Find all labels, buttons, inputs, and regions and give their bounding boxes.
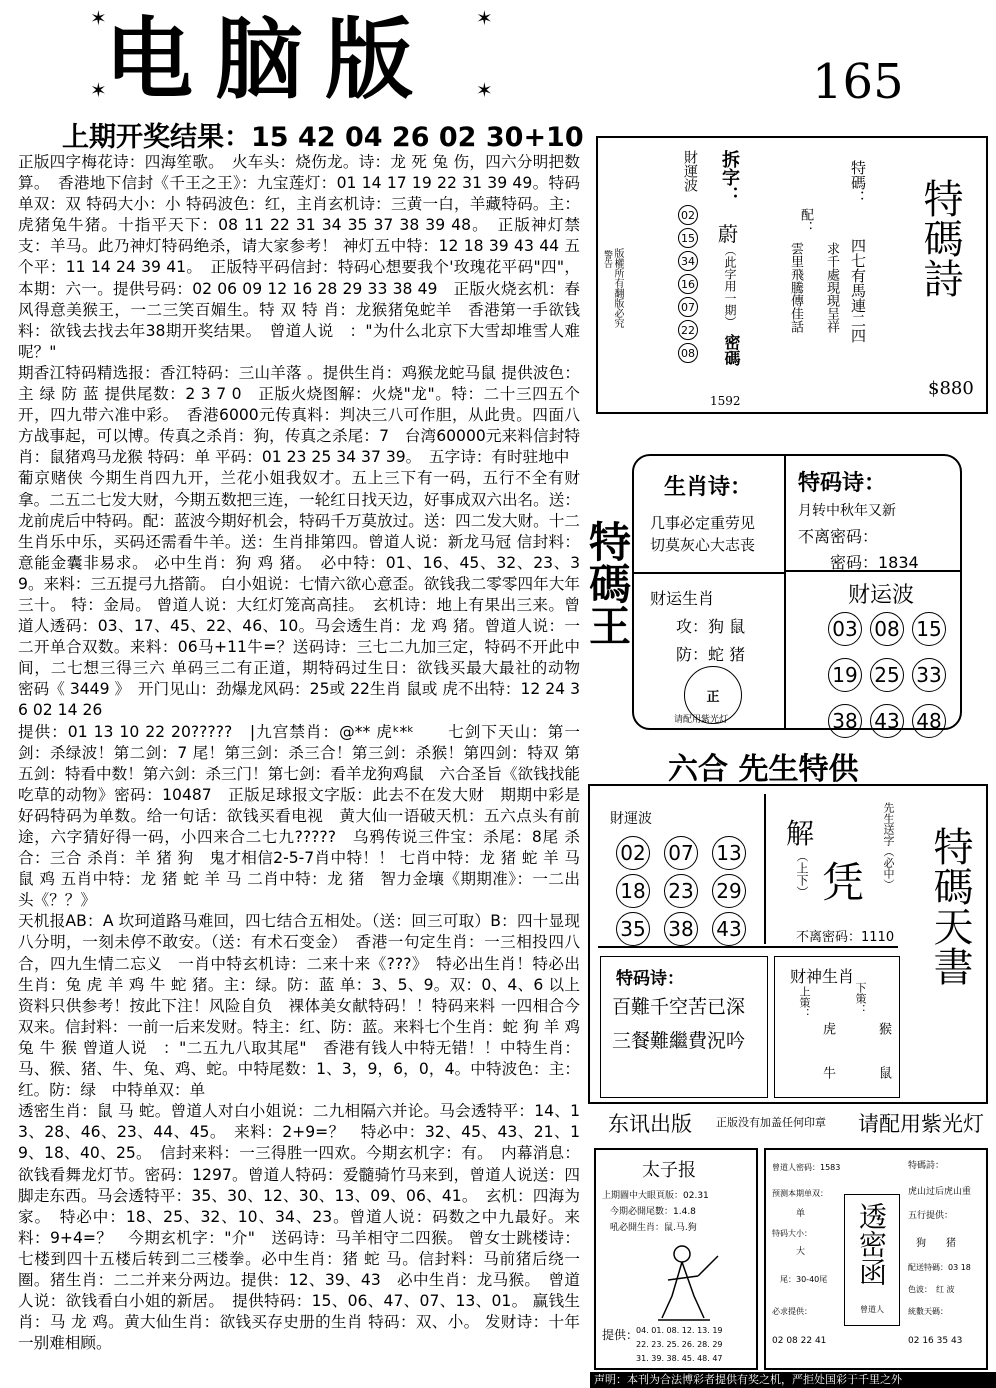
secret-nums: 02 08 22 41	[772, 1336, 827, 1346]
taizi-box	[594, 1148, 758, 1370]
warning-tag: 警告	[602, 250, 612, 268]
special-label: 特碼：	[849, 160, 867, 205]
divider	[634, 572, 784, 574]
code-poem-title: 特码诗：	[798, 471, 887, 496]
upper-label: 上策：	[798, 986, 811, 1019]
wave-number: 07	[678, 297, 698, 317]
color-wave: 色波： 红 波	[908, 1285, 955, 1294]
wave-number: 02	[678, 205, 698, 225]
uv-note: 请配用紫光灯	[674, 715, 729, 725]
god-title: 财神生肖	[790, 967, 855, 986]
solve-char: 凭	[822, 858, 865, 907]
code-poem-line: 不离密码：	[798, 527, 879, 546]
secret-label: 曾道人密码：1583	[772, 1163, 841, 1172]
taizi-line: 上期圖中大眼頁版：02.31	[602, 1191, 709, 1201]
special-king-box	[632, 454, 962, 733]
secret-box	[764, 1148, 988, 1370]
wave-number: 48	[912, 704, 946, 738]
taizi-nums: 22. 23. 25. 26. 28. 29	[636, 1340, 723, 1349]
main-text-column	[18, 152, 596, 1354]
taizi-nums: 04. 01. 08. 12. 13. 19	[636, 1326, 723, 1335]
liuhe-poem-line: 百難千空苦已深	[612, 996, 746, 1018]
wave-number: 43	[712, 912, 746, 946]
sage-figure-illustration	[638, 1236, 728, 1326]
wave-number: 22	[678, 320, 698, 340]
wave-number: 15	[912, 612, 946, 646]
wave-number: 34	[678, 251, 698, 271]
secret-label: 预测本期单双：	[772, 1189, 828, 1198]
upper-values: 虎 牛	[820, 1022, 835, 1087]
wave-number: 33	[912, 658, 946, 692]
wave-number: 19	[828, 658, 862, 692]
match-codes: 配送特碼：03 18	[908, 1263, 971, 1272]
disclaimer-bar	[590, 1372, 996, 1388]
main-paragraph: 期香江特码精选报：香江特码：三山羊落 。提供生肖：鸡猴龙蛇马鼠 提供波色：主 绿 防 蓝 提供尾数：2 3 7 0 正版火烧图解：火烧"龙"。特：二十三四五个开，四九带六准中彩。 香港6000元传真料：判决三八可作胆，从此贵。四面八方战事起，可以博。传真之杀肖：狗，传真之杀尾：7 台湾60000元来料信封特肖：鼠猪鸡马龙猴 特码：单 平码：01 23 25 34 37 39。 五字诗：有时驻地中	[18, 363, 580, 467]
publisher: 东讯出版	[608, 1112, 692, 1136]
tail-nums: 02 16 35 43	[908, 1336, 963, 1346]
taizi-line: 吼必開生肖：鼠.马.狗	[610, 1223, 697, 1233]
fortune-attack: 攻：狗 鼠	[676, 617, 746, 636]
taizi-provide: 提供：	[602, 1328, 639, 1342]
main-paragraph: 葡京赌侠 今期生肖四九开，兰花小姐我奴才。五上三下有一码，五行不全有财拿。二五二七发大财，今期五数把三连，一轮红日找天边，好事成双六出名。送：龙前虎后中特码。配：蓝波今期好机会，特码千万莫放过。送：四二发大财。十二生肖乐中乐，买码还需看牛羊。送：生肖排第四。曾道人说：新龙马冠 信封料：意能金囊非易求。 必中生肖：狗 鸡 猪。 必中特：01、16、45、32、23、39。来料：三五提弓九搭箭。 白小姐说：七情六欲心意歪。欲钱我二零零四年大年三十。 特：金局。 曾道人说：大红灯笼高高挂。 玄机诗：地上有果出三来。曾道人透码：03、17、45、22、46、10。马会透生肖：龙 鸡 猪。曾道人说：一二开单合双数。来料：06马+11牛=？送码诗：三七二九加三定，特码不开此中间，二七想三得三六 单码三二有正道，期特码过生日：欲钱买最大最社的动物 密码《 3449 》 开门见山：劲爆龙风码：25或 22生肖 鼠或 虎不出特：12 24 36 02 14 26	[18, 469, 596, 720]
star-icon: ✶	[90, 78, 107, 102]
wave-number: 03	[828, 612, 862, 646]
star-icon: ✶	[476, 6, 493, 30]
nonleave-code: 不离密码：1110	[796, 930, 895, 945]
special-line: 四七有馬連二四	[849, 238, 867, 343]
wave-number: 16	[678, 274, 698, 294]
wave-number-column	[678, 202, 698, 366]
wave-number: 08	[870, 612, 904, 646]
hint-label: 配：	[798, 208, 813, 234]
zodiac-poem-line: 几事必定重劳见	[650, 514, 756, 532]
zodiac-poem-line: 切莫灰心大志丧	[650, 536, 756, 554]
wave-number: 43	[870, 704, 904, 738]
liuhe-poem-title: 特码诗：	[616, 969, 684, 989]
lower-values: 猴 鼠	[876, 1022, 891, 1087]
main-paragraph: 正版四字梅花诗：四海笙歌。 火车头：烧伤龙。诗：龙 死 兔 伤，四六分明把数算。 香港地下信封《千王之王》：九宝莲灯：01 14 17 19 22 31 39 49。特码单双：双 特码大小：小 特码波色：红，主肖玄机诗：三黄一白，羊藏特码。主：虎猪兔牛猪。十指平天下：08 11 22 31 34 35 37 38 39 48。 正版神灯禁支：羊马。此乃神灯特码绝杀，请大家参考！ 神灯五中特：12 18 39 43 44 五个平：11 14 24 39 41。 正版特平码信封：特码心想要我个'玫瑰花平码"四"，本期：六一。提供号码：02 06 09 12 16 28 29 33 38 49 正版火烧玄机：春风得意美猴王，一二三笑百媚生。特 双 特 肖：龙猴猪兔蛇羊 香港第一手欲钱料：欲钱去找去年38期开奖结果。 曾道人说 ："为什么北京下大雪却堆雪人难呢？"	[18, 153, 580, 361]
secret-poem: 虎山过后虎山重	[908, 1187, 972, 1197]
seal-center: 正	[706, 689, 720, 705]
liuhe-poem-line: 三餐難繼費況吟	[612, 1030, 746, 1052]
wave-title: 财运波	[848, 583, 915, 608]
star-icon: ✶	[476, 78, 493, 102]
solve-label: 解	[786, 817, 815, 850]
stamp-text: 版權所有翻版必究	[612, 248, 623, 328]
wave-number: 38	[664, 912, 698, 946]
secret-sig: 曾道人	[860, 1305, 884, 1314]
uv-footer: 请配用紫光灯	[858, 1112, 984, 1136]
issue-number: 165	[812, 54, 904, 110]
wave-number: 13	[712, 836, 746, 870]
wave-number: 15	[678, 228, 698, 248]
split-answer: 密碼	[722, 334, 741, 366]
split-note: （此字用一期）	[723, 244, 737, 328]
secret-label: 尾：30-40尾	[780, 1275, 828, 1284]
secret-value: 大	[796, 1247, 806, 1257]
fortune-defend: 防：蛇 猪	[676, 645, 746, 664]
special-king-title: 特碼王	[583, 520, 632, 646]
wave-number: 08	[678, 343, 698, 363]
taizi-nums: 31. 39. 38. 45. 48. 47	[636, 1354, 723, 1363]
secret-poem-title: 特碼詩：	[908, 1161, 945, 1171]
special-poem-box	[596, 136, 988, 414]
five-values: 狗 猪	[916, 1238, 956, 1249]
secret-value: 单	[796, 1209, 806, 1219]
secret-label: 特码大小：	[772, 1229, 812, 1238]
last-result: 上期开奖结果：15 42 04 26 02 30+10	[62, 122, 584, 153]
sent-label: 先生送字（必中）	[882, 802, 895, 890]
main-paragraph: 透密生肖：鼠 马 蛇。曾道人对白小姐说：二九相隔六并论。马会透特平：14、13、28、46、23、44、45。 来料：2+9=？ 特必中：32、45、43、21、19、18、40、25。 信封来料：一三得胜一四欢。今期玄机字：有。 内幕消息：欲钱看舞龙灯节。密码：1297。曾道人特码：爱髓骑竹马来到，曾道人说送：四脚走东西。马会透特平：35、30、12、30、13、09、06、41。 玄机：四海为家。 特必中：18、25、32、10、34、23。曾道人说：码数之中九最好。来料：9+4=？ 今期玄机字："介" 送码诗：马羊相守二四猴。 曾女士跳楼诗：七楼到四十五楼后转到二三楼拳。必中生肖：猪 蛇 马。信封料：马前猪后绕一圈。猪生肖：二二并来分两边。提供：12、39、43 必中生肖：龙马猴。 曾道人说：欲钱看白小姐的新居。 提供特码：15、06、47、07、13、01。 赢钱生肖：马 龙 鸡。黄大仙生肖：欲钱买存史册的生肖 特码：双、小。 发财诗：十年一别难相顾。	[18, 1102, 580, 1353]
five-title: 五行提供：	[908, 1211, 954, 1221]
poem-line: 雲里飛騰傳佳話	[788, 242, 803, 333]
disclaimer-text: 声明：本刊为合法博彩者提供有奖之机，严拒处国彩于千里之外	[594, 1373, 902, 1386]
wave-grid	[828, 612, 954, 738]
divider	[784, 456, 786, 728]
wave-number: 35	[616, 912, 650, 946]
wave-number: 25	[870, 658, 904, 692]
split-label: 拆字：	[719, 150, 740, 204]
liuhe-side-title: 特碼天書	[927, 826, 973, 986]
code-poem-line: 月转中秋年又新	[798, 503, 896, 519]
secret-title: 透密函	[855, 1202, 888, 1286]
poem-line: 求千處現現呈祥	[824, 242, 839, 333]
code-poem-line: 密码：1834	[830, 553, 919, 572]
split-char: 蔚	[718, 222, 738, 246]
liuhe-header: 六合 先生特供	[668, 752, 859, 787]
liuhe-wave-grid	[616, 836, 746, 946]
box-title: 特碼詩	[917, 178, 963, 298]
price: $880	[928, 378, 974, 399]
wave-number: 38	[828, 704, 862, 738]
publisher-notice: 正版没有加盖任何印章	[716, 1116, 826, 1129]
liuhe-box	[588, 784, 988, 1104]
taizi-line: 今期必開尾數：1.4.8	[610, 1207, 696, 1217]
liuhe-wave-label: 財運波	[610, 811, 652, 827]
tail-title: 統數天碼：	[908, 1307, 948, 1316]
wave-label: 財運波	[682, 150, 698, 192]
star-icon: ✶	[90, 6, 107, 30]
solve-note: （上下）	[795, 850, 809, 898]
wave-number: 23	[664, 874, 698, 908]
wave-number: 29	[712, 874, 746, 908]
code-number: 1592	[710, 394, 741, 408]
divider	[598, 946, 898, 948]
fortune-title: 财运生肖	[650, 589, 715, 608]
main-paragraph: 天机报AB：A 坎珂道路马难回，四七结合五相处。（送：回三可取）B：四十显现八分明，一刻未停不敢安。（送：有术石变金） 香港一句定生肖：一三相投四八合，四九生情二忘义 一肖中特玄机诗：二来十来《???》 特必出生肖！特必出生肖：兔 虎 羊 鸡 牛 蛇 猪。主：绿。防：蓝 单：3、5、9。双：0、4、6 以上资料只供参考！按此下注！风险自负 裸体美女献特码！！特码来料 一四相合今双来。信封料：一前一后来发财。特主：红、防：蓝。来料七个生肖：蛇 狗 羊 鸡 兔 牛 猴 曾道人说 ："二五九八取其尾" 香港有钱人中特无错！！中特生肖：马、猴、猪、牛、兔、鸡、蛇。中特尾数：1、3，9，6，0，4。中特波色：主：红。防：绿 中特单双：单	[18, 912, 580, 1100]
taizi-title: 太子报	[642, 1160, 696, 1181]
wave-number: 07	[664, 836, 698, 870]
wave-number: 18	[616, 874, 650, 908]
lower-label: 下策：	[854, 982, 867, 1015]
masthead-title: 电脑版	[105, 7, 436, 111]
main-paragraph: 提供：01 13 10 22 20????? |九宫禁肖：@** 虎ᵏ*ᵏ 七剑下天山：第一剑：杀绿波！第二剑：7 尾！第三剑：杀三合！第三剑：杀猴！第四剑：特双 第五剑：特看中数！第六剑：杀三门！第七剑：看羊龙狗鸡鼠 六合圣旨《欲钱找能吃草的动物》密码：10487 正版足球报文字版：此去不在发大财 期期中彩是好码特码为单数。给一句话：欲钱买看电视 黄大仙一语破天机：五六点头有前途，六字猜好得一码，小四来合二七九????? 乌鸦传说三件宝：杀尾：8尾 杀合：三合 杀肖：羊 猪 狗 鬼才相信2-5-7肖中特！！ 七肖中特：龙 猪 蛇 羊 马 鼠 鸡 五肖中特：龙 猪 蛇 羊 马 二肖中特：龙 猪 智力金壤《期期准》：一二出头《？？》	[18, 722, 580, 910]
divider	[764, 794, 766, 944]
secret-label: 必求提供：	[772, 1307, 812, 1316]
zodiac-poem-title: 生肖诗：	[664, 475, 753, 500]
wave-number: 02	[616, 836, 650, 870]
